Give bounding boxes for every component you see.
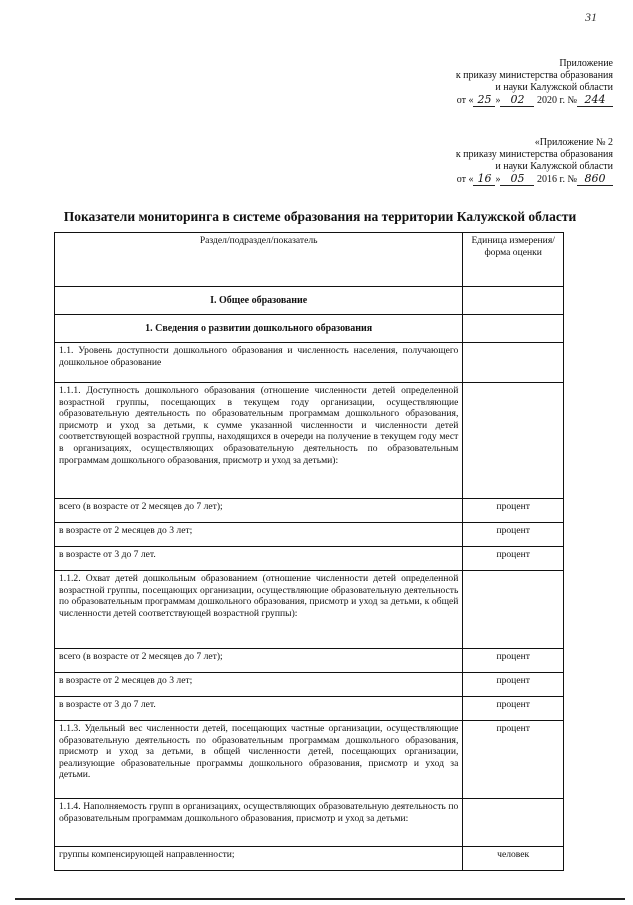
unit-cell: процент xyxy=(463,523,564,547)
table-row xyxy=(55,673,564,697)
header-date-line xyxy=(363,173,613,186)
indicator-cell: 1.1.4. Наполняемость групп в организациях, осуществляющих образовательную деятельность по образовательным программам дошкольного образования, присмотр и уход за детьми: xyxy=(55,799,463,847)
header-line: «Приложение № 2 xyxy=(534,137,613,148)
date-year: 2016 г. № xyxy=(536,174,577,185)
unit-cell: процент xyxy=(463,499,564,523)
header-line: Приложение xyxy=(559,58,613,69)
indicator-cell: всего (в возрасте от 2 месяцев до 7 лет); xyxy=(55,499,463,523)
appendix-header xyxy=(363,137,613,186)
unit-cell: процент xyxy=(463,547,564,571)
unit-cell: процент xyxy=(463,649,564,673)
unit-cell: процент xyxy=(463,697,564,721)
date-year: 2020 г. № xyxy=(536,95,577,106)
unit-cell: процент xyxy=(463,673,564,697)
indicator-cell: в возрасте от 3 до 7 лет. xyxy=(55,547,463,571)
indicator-cell: 1.1.2. Охват детей дошкольным образованием (отношение численности детей определенной возрастной группы, посещающих организации, осуществляющие образовательную деятельность по образовательным программам дошкольного образования, присмотр и уход за детьми, к общей численности детей соответствующей возрастной группы): xyxy=(55,571,463,649)
table-row xyxy=(55,343,564,383)
table-row xyxy=(55,547,564,571)
table-row xyxy=(55,315,564,343)
unit-cell xyxy=(463,287,564,315)
indicator-cell: в возрасте от 3 до 7 лет. xyxy=(55,697,463,721)
header-date-line xyxy=(363,94,613,107)
table-row xyxy=(55,523,564,547)
header-line: к приказу министерства образования xyxy=(455,70,613,81)
order-number: 244 xyxy=(577,94,613,107)
date-mid: » xyxy=(495,174,501,185)
approval-header xyxy=(363,58,613,107)
order-number: 860 xyxy=(577,173,613,186)
indicator-cell: 1.1.1. Доступность дошкольного образования (отношение численности детей определенной возрастной группы, посещающих в текущем году организации, осуществляющие образовательную деятельность по образовательным программам дошкольного образования, присмотр и уход за детьми, к сумме указанной численности и численности детей соответствующей возрастной группы, находящихся в очереди на получение в текущем году мест в организациях, осуществляющих образовательную деятельность по образовательным программам дошкольного образования, присмотр и уход за детьми): xyxy=(55,383,463,499)
unit-cell xyxy=(463,571,564,649)
page-bottom-rule xyxy=(15,898,625,900)
indicator-cell: 1.1. Уровень доступности дошкольного образования и численность населения, получающего дошкольное образование xyxy=(55,343,463,383)
unit-cell xyxy=(463,799,564,847)
table-row xyxy=(55,287,564,315)
date-prefix: от « xyxy=(456,95,474,106)
date-mid: » xyxy=(495,95,501,106)
unit-cell xyxy=(463,383,564,499)
page-number: 31 xyxy=(585,10,597,24)
table-row xyxy=(55,383,564,499)
unit-cell: человек xyxy=(463,847,564,871)
column-header-unit: Единица измерения/форма оценки xyxy=(463,233,564,287)
document-title: Показатели мониторинга в системе образования на территории Калужской области xyxy=(63,209,577,224)
indicator-cell: группы компенсирующей направленности; xyxy=(55,847,463,871)
indicator-cell: всего (в возрасте от 2 месяцев до 7 лет); xyxy=(55,649,463,673)
indicators-table xyxy=(54,232,564,871)
table-row xyxy=(55,649,564,673)
header-line: и науки Калужской области xyxy=(495,161,613,172)
header-line: и науки Калужской области xyxy=(495,82,613,93)
section-heading: 1. Сведения о развитии дошкольного образования xyxy=(55,315,463,343)
indicator-cell: в возрасте от 2 месяцев до 3 лет; xyxy=(55,673,463,697)
header-line: к приказу министерства образования xyxy=(455,149,613,160)
unit-cell xyxy=(463,343,564,383)
date-day: 16 xyxy=(473,173,495,186)
table-row xyxy=(55,847,564,871)
table-row xyxy=(55,799,564,847)
section-heading: I. Общее образование xyxy=(55,287,463,315)
table-row xyxy=(55,499,564,523)
date-month: 05 xyxy=(500,173,534,186)
table-header-row xyxy=(55,233,564,287)
indicator-cell: 1.1.3. Удельный вес численности детей, посещающих частные организации, осуществляющие образовательную деятельность по образовательным программам дошкольного образования, присмотр и уход за детьми, в общей численности детей, посещающих организации, реализующие образовательные программы дошкольного образования, присмотр и уход за детьми. xyxy=(55,721,463,799)
table-row xyxy=(55,697,564,721)
unit-cell xyxy=(463,315,564,343)
date-prefix: от « xyxy=(456,174,474,185)
date-month: 02 xyxy=(500,94,534,107)
indicator-cell: в возрасте от 2 месяцев до 3 лет; xyxy=(55,523,463,547)
column-header-indicator: Раздел/подраздел/показатель xyxy=(55,233,463,287)
unit-cell: процент xyxy=(463,721,564,799)
date-day: 25 xyxy=(473,94,495,107)
table-row xyxy=(55,571,564,649)
table-row xyxy=(55,721,564,799)
